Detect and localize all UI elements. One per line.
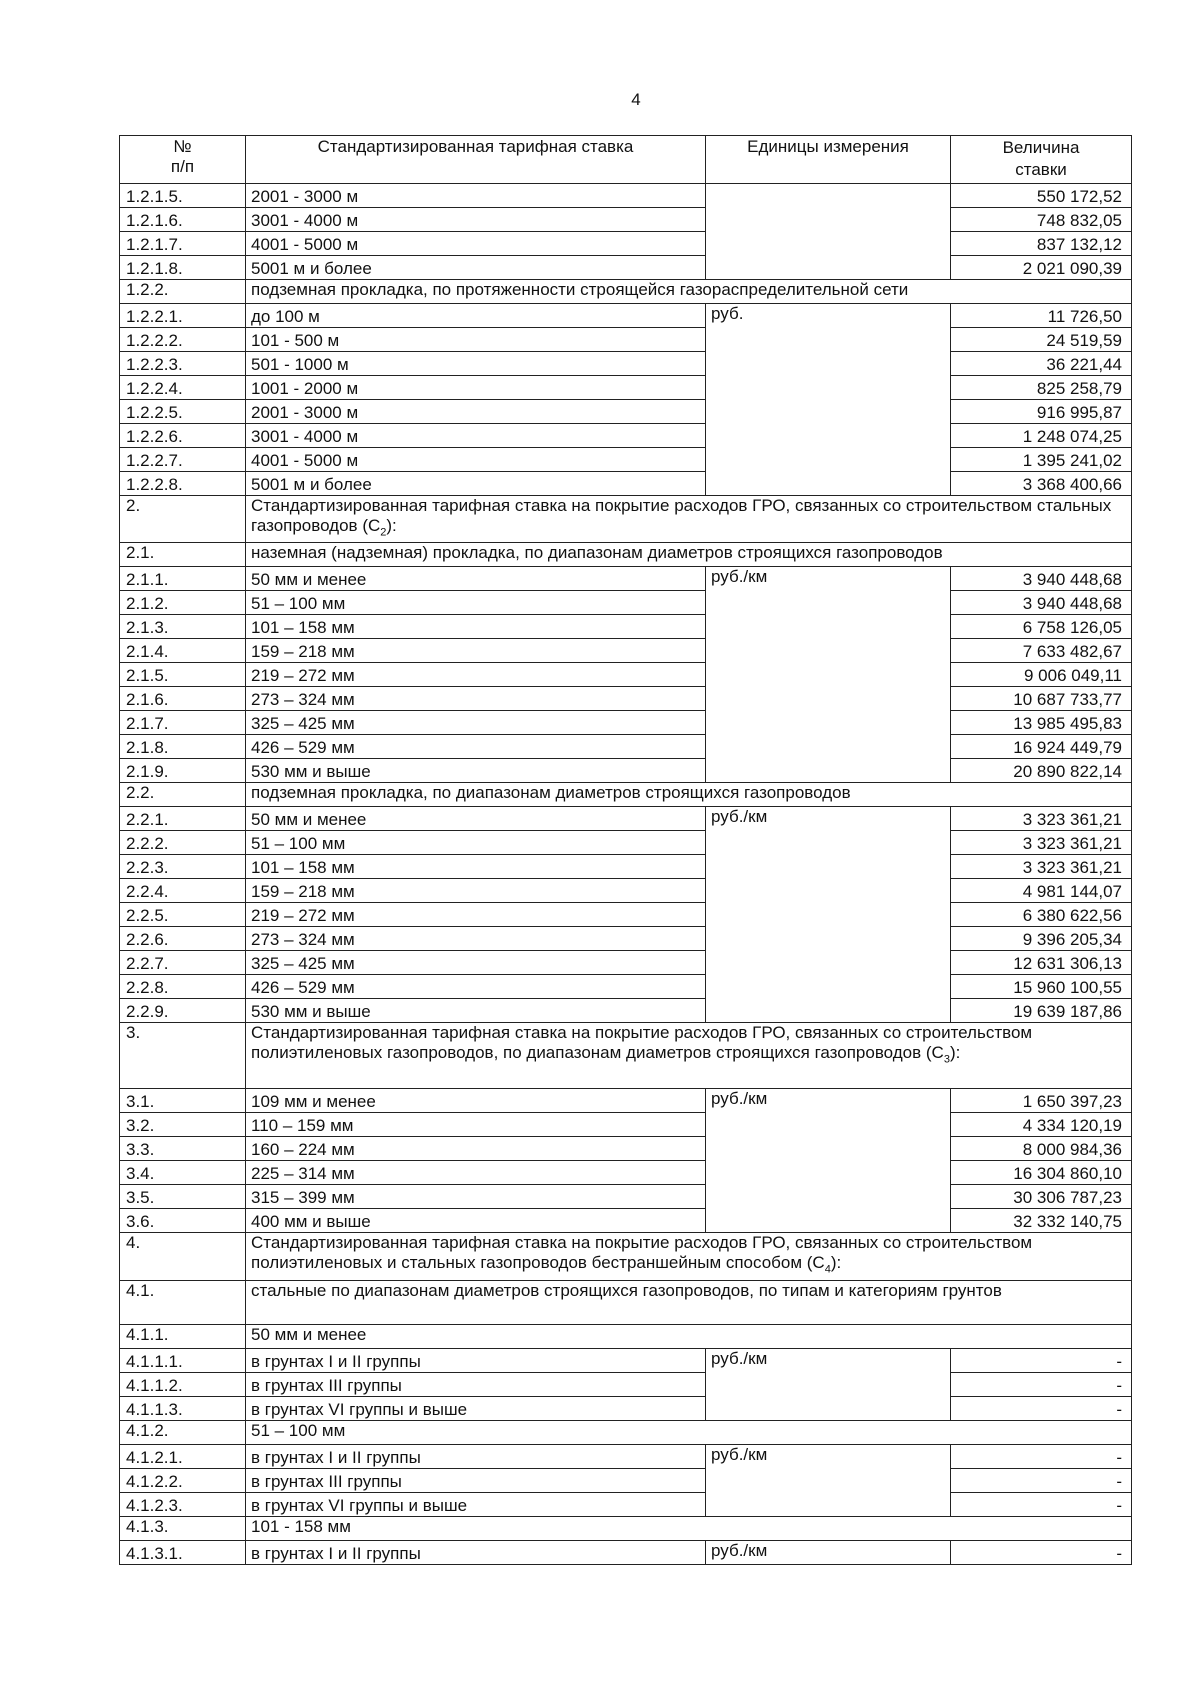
section-number: 2.2. bbox=[120, 783, 246, 807]
row-value: 3 368 400,66 bbox=[951, 472, 1132, 496]
row-value: 20 890 822,14 bbox=[951, 759, 1132, 783]
row-value: 32 332 140,75 bbox=[951, 1209, 1132, 1233]
table-row bbox=[120, 208, 1132, 232]
section-description bbox=[246, 1516, 1132, 1540]
row-number: 4.1.3.1. bbox=[120, 1540, 246, 1564]
row-description: 225 – 314 мм bbox=[246, 1161, 706, 1185]
section-text: 101 - 158 мм bbox=[251, 1516, 351, 1536]
row-value: 19 639 187,86 bbox=[951, 999, 1132, 1023]
row-value: 6 380 622,56 bbox=[951, 903, 1132, 927]
row-unit: руб./км bbox=[706, 567, 951, 783]
row-value: 24 519,59 bbox=[951, 328, 1132, 352]
row-number: 4.1.1.3. bbox=[120, 1396, 246, 1420]
row-number: 1.2.2.1. bbox=[120, 304, 246, 328]
row-description: 325 – 425 мм bbox=[246, 951, 706, 975]
row-description: 426 – 529 мм bbox=[246, 735, 706, 759]
row-description: 4001 - 5000 м bbox=[246, 232, 706, 256]
table-row bbox=[120, 400, 1132, 424]
row-description: 5001 м и более bbox=[246, 256, 706, 280]
table-body bbox=[120, 184, 1132, 1565]
row-description: в грунтах III группы bbox=[246, 1468, 706, 1492]
table-row bbox=[120, 232, 1132, 256]
row-number: 1.2.1.6. bbox=[120, 208, 246, 232]
row-number: 1.2.2.3. bbox=[120, 352, 246, 376]
row-description: 101 – 158 мм bbox=[246, 615, 706, 639]
table-row bbox=[120, 903, 1132, 927]
table-row bbox=[120, 352, 1132, 376]
row-value: 12 631 306,13 bbox=[951, 951, 1132, 975]
table-row bbox=[120, 448, 1132, 472]
section-description bbox=[246, 280, 1132, 304]
section-description bbox=[246, 1023, 1132, 1089]
row-value: 6 758 126,05 bbox=[951, 615, 1132, 639]
table-row bbox=[120, 472, 1132, 496]
row-number: 3.4. bbox=[120, 1161, 246, 1185]
row-description: 2001 - 3000 м bbox=[246, 184, 706, 208]
row-value: 3 940 448,68 bbox=[951, 567, 1132, 591]
row-description: в грунтах I и II группы bbox=[246, 1540, 706, 1564]
section-text: стальные по диапазонам диаметров строящихся газопроводов, по типам и категориям грунтов bbox=[251, 1280, 1002, 1300]
row-description: в грунтах VI группы и выше bbox=[246, 1396, 706, 1420]
row-number: 2.1.5. bbox=[120, 663, 246, 687]
row-value: - bbox=[951, 1396, 1132, 1420]
table-header-row bbox=[120, 136, 1132, 184]
row-value: 916 995,87 bbox=[951, 400, 1132, 424]
row-unit: руб./км bbox=[706, 1444, 951, 1516]
row-number: 2.1.9. bbox=[120, 759, 246, 783]
col-header-rate: Стандартизированная тарифная ставка bbox=[246, 136, 706, 184]
table-row bbox=[120, 855, 1132, 879]
table-row bbox=[120, 999, 1132, 1023]
row-description: 219 – 272 мм bbox=[246, 663, 706, 687]
section-text: Стандартизированная тарифная ставка на покрытие расходов ГРО, связанных со строительством полиэтиленовых газопроводов, по диапазонам диаметров строящихся газопроводов (С bbox=[251, 1023, 1033, 1063]
section-description bbox=[246, 783, 1132, 807]
section-subscript: 3 bbox=[943, 1053, 950, 1066]
section-row bbox=[120, 1023, 1132, 1089]
row-number: 2.2.3. bbox=[120, 855, 246, 879]
table-row bbox=[120, 639, 1132, 663]
table-row bbox=[120, 759, 1132, 783]
table-row bbox=[120, 328, 1132, 352]
row-value: 2 021 090,39 bbox=[951, 256, 1132, 280]
row-value: 11 726,50 bbox=[951, 304, 1132, 328]
row-description: 4001 - 5000 м bbox=[246, 448, 706, 472]
section-number: 1.2.2. bbox=[120, 280, 246, 304]
row-number: 1.2.1.5. bbox=[120, 184, 246, 208]
table-row bbox=[120, 1089, 1132, 1113]
row-number: 1.2.2.8. bbox=[120, 472, 246, 496]
section-text: Стандартизированная тарифная ставка на покрытие расходов ГРО, связанных со строительством стальных газопроводов (С bbox=[251, 496, 1112, 535]
section-text: подземная прокладка, по диапазонам диаметров строящихся газопроводов bbox=[251, 783, 851, 803]
table-row bbox=[120, 1468, 1132, 1492]
row-unit: руб./км bbox=[706, 807, 951, 1023]
row-value: 3 323 361,21 bbox=[951, 831, 1132, 855]
table-row bbox=[120, 711, 1132, 735]
row-number: 3.5. bbox=[120, 1185, 246, 1209]
row-description: в грунтах I и II группы bbox=[246, 1444, 706, 1468]
section-subscript: 4 bbox=[824, 1263, 831, 1276]
page-number: 4 bbox=[631, 90, 641, 109]
section-text: подземная прокладка, по протяженности строящейся газораспределительной сети bbox=[251, 280, 909, 299]
table-row bbox=[120, 591, 1132, 615]
row-number: 3.1. bbox=[120, 1089, 246, 1113]
table-row bbox=[120, 1396, 1132, 1420]
section-number: 4.1.2. bbox=[120, 1420, 246, 1444]
section-tail: ): bbox=[386, 516, 397, 535]
section-text: Стандартизированная тарифная ставка на покрытие расходов ГРО, связанных со строительством полиэтиленовых и стальных газопроводов бестраншейным способом (С bbox=[251, 1233, 1033, 1273]
row-value: 3 323 361,21 bbox=[951, 855, 1132, 879]
row-description: до 100 м bbox=[246, 304, 706, 328]
row-description: 3001 - 4000 м bbox=[246, 208, 706, 232]
section-number: 4. bbox=[120, 1233, 246, 1280]
row-value: - bbox=[951, 1492, 1132, 1516]
row-number: 1.2.2.2. bbox=[120, 328, 246, 352]
row-number: 2.2.8. bbox=[120, 975, 246, 999]
row-description: 50 мм и менее bbox=[246, 567, 706, 591]
table-row bbox=[120, 807, 1132, 831]
row-number: 2.2.4. bbox=[120, 879, 246, 903]
col-header-value-line1: Величина bbox=[1002, 138, 1080, 157]
section-number: 4.1. bbox=[120, 1280, 246, 1324]
table-row bbox=[120, 1348, 1132, 1372]
table-row bbox=[120, 1540, 1132, 1564]
row-description: 400 мм и выше bbox=[246, 1209, 706, 1233]
row-description: 101 – 158 мм bbox=[246, 855, 706, 879]
section-description bbox=[246, 1233, 1132, 1280]
tariff-table bbox=[119, 135, 1132, 1565]
col-header-value bbox=[951, 136, 1132, 184]
row-value: - bbox=[951, 1372, 1132, 1396]
section-tail: ): bbox=[830, 1253, 842, 1273]
section-description bbox=[246, 1324, 1132, 1348]
row-description: 530 мм и выше bbox=[246, 759, 706, 783]
row-number: 2.2.7. bbox=[120, 951, 246, 975]
row-unit: руб. bbox=[706, 304, 951, 496]
row-description: в грунтах I и II группы bbox=[246, 1348, 706, 1372]
row-value: 30 306 787,23 bbox=[951, 1185, 1132, 1209]
table-row bbox=[120, 567, 1132, 591]
row-description: 109 мм и менее bbox=[246, 1089, 706, 1113]
row-value: 8 000 984,36 bbox=[951, 1137, 1132, 1161]
row-description: 315 – 399 мм bbox=[246, 1185, 706, 1209]
row-value: 825 258,79 bbox=[951, 376, 1132, 400]
table-row bbox=[120, 184, 1132, 208]
table-row bbox=[120, 1492, 1132, 1516]
row-description: 110 – 159 мм bbox=[246, 1113, 706, 1137]
row-description: 51 – 100 мм bbox=[246, 831, 706, 855]
section-text: наземная (надземная) прокладка, по диапазонам диаметров строящихся газопроводов bbox=[251, 543, 943, 563]
row-number: 1.2.2.7. bbox=[120, 448, 246, 472]
section-row bbox=[120, 1280, 1132, 1324]
row-number: 2.2.2. bbox=[120, 831, 246, 855]
row-value: 9 006 049,11 bbox=[951, 663, 1132, 687]
row-description: 159 – 218 мм bbox=[246, 639, 706, 663]
row-number: 4.1.2.3. bbox=[120, 1492, 246, 1516]
table-row bbox=[120, 1137, 1132, 1161]
table-row bbox=[120, 663, 1132, 687]
table-row bbox=[120, 879, 1132, 903]
row-number: 2.1.3. bbox=[120, 615, 246, 639]
col-header-unit: Единицы измерения bbox=[706, 136, 951, 184]
row-value: 7 633 482,67 bbox=[951, 639, 1132, 663]
row-number: 2.1.2. bbox=[120, 591, 246, 615]
table-row bbox=[120, 831, 1132, 855]
row-number: 2.2.5. bbox=[120, 903, 246, 927]
row-number: 2.1.1. bbox=[120, 567, 246, 591]
section-row bbox=[120, 1233, 1132, 1280]
row-number: 1.2.1.7. bbox=[120, 232, 246, 256]
row-number: 1.2.2.5. bbox=[120, 400, 246, 424]
row-description: 159 – 218 мм bbox=[246, 879, 706, 903]
row-number: 1.2.2.4. bbox=[120, 376, 246, 400]
row-unit bbox=[706, 184, 951, 280]
row-number: 3.6. bbox=[120, 1209, 246, 1233]
row-value: 15 960 100,55 bbox=[951, 975, 1132, 999]
table-row bbox=[120, 1185, 1132, 1209]
row-value: 550 172,52 bbox=[951, 184, 1132, 208]
table-row bbox=[120, 951, 1132, 975]
section-description bbox=[246, 1280, 1132, 1324]
row-number: 4.1.1.2. bbox=[120, 1372, 246, 1396]
row-value: - bbox=[951, 1348, 1132, 1372]
row-number: 4.1.2.2. bbox=[120, 1468, 246, 1492]
row-value: 1 650 397,23 bbox=[951, 1089, 1132, 1113]
table-row bbox=[120, 1161, 1132, 1185]
row-description: 530 мм и выше bbox=[246, 999, 706, 1023]
table-row bbox=[120, 1444, 1132, 1468]
section-subscript: 2 bbox=[380, 526, 387, 539]
row-number: 2.1.4. bbox=[120, 639, 246, 663]
col-header-num: № п/п bbox=[120, 136, 246, 184]
row-value: 16 924 449,79 bbox=[951, 735, 1132, 759]
section-text: 50 мм и менее bbox=[251, 1324, 367, 1344]
row-description: 501 - 1000 м bbox=[246, 352, 706, 376]
section-description bbox=[246, 543, 1132, 567]
row-number: 2.2.6. bbox=[120, 927, 246, 951]
section-tail: ): bbox=[949, 1043, 961, 1063]
section-number: 3. bbox=[120, 1023, 246, 1089]
row-number: 1.2.2.6. bbox=[120, 424, 246, 448]
row-value: 748 832,05 bbox=[951, 208, 1132, 232]
row-description: 101 - 500 м bbox=[246, 328, 706, 352]
table-row bbox=[120, 1209, 1132, 1233]
row-value: 837 132,12 bbox=[951, 232, 1132, 256]
section-description bbox=[246, 1420, 1132, 1444]
table-row bbox=[120, 424, 1132, 448]
row-number: 2.1.8. bbox=[120, 735, 246, 759]
table-row bbox=[120, 927, 1132, 951]
row-value: 4 981 144,07 bbox=[951, 879, 1132, 903]
row-description: в грунтах VI группы и выше bbox=[246, 1492, 706, 1516]
row-description: 325 – 425 мм bbox=[246, 711, 706, 735]
row-value: 9 396 205,34 bbox=[951, 927, 1132, 951]
table-row bbox=[120, 735, 1132, 759]
row-number: 3.2. bbox=[120, 1113, 246, 1137]
row-value: - bbox=[951, 1468, 1132, 1492]
row-value: 36 221,44 bbox=[951, 352, 1132, 376]
section-row bbox=[120, 783, 1132, 807]
row-description: 51 – 100 мм bbox=[246, 591, 706, 615]
row-number: 2.1.6. bbox=[120, 687, 246, 711]
row-description: 1001 - 2000 м bbox=[246, 376, 706, 400]
row-description: 50 мм и менее bbox=[246, 807, 706, 831]
row-value: 4 334 120,19 bbox=[951, 1113, 1132, 1137]
section-number: 2.1. bbox=[120, 543, 246, 567]
row-description: 219 – 272 мм bbox=[246, 903, 706, 927]
row-number: 2.2.9. bbox=[120, 999, 246, 1023]
row-value: - bbox=[951, 1444, 1132, 1468]
row-value: 10 687 733,77 bbox=[951, 687, 1132, 711]
row-description: 3001 - 4000 м bbox=[246, 424, 706, 448]
row-value: - bbox=[951, 1540, 1132, 1564]
table-row bbox=[120, 376, 1132, 400]
row-description: 5001 м и более bbox=[246, 472, 706, 496]
row-value: 3 940 448,68 bbox=[951, 591, 1132, 615]
row-value: 1 395 241,02 bbox=[951, 448, 1132, 472]
section-text: 51 – 100 мм bbox=[251, 1420, 346, 1440]
row-unit: руб./км bbox=[706, 1089, 951, 1233]
row-number: 4.1.2.1. bbox=[120, 1444, 246, 1468]
table-row bbox=[120, 687, 1132, 711]
section-row bbox=[120, 280, 1132, 304]
row-description: 426 – 529 мм bbox=[246, 975, 706, 999]
row-unit: руб./км bbox=[706, 1540, 951, 1564]
row-number: 2.1.7. bbox=[120, 711, 246, 735]
row-description: 273 – 324 мм bbox=[246, 927, 706, 951]
row-description: в грунтах III группы bbox=[246, 1372, 706, 1396]
row-unit: руб./км bbox=[706, 1348, 951, 1420]
section-number: 4.1.1. bbox=[120, 1324, 246, 1348]
section-number: 4.1.3. bbox=[120, 1516, 246, 1540]
row-number: 3.3. bbox=[120, 1137, 246, 1161]
section-row bbox=[120, 1420, 1132, 1444]
table-row bbox=[120, 256, 1132, 280]
section-description bbox=[246, 496, 1132, 543]
table-row bbox=[120, 304, 1132, 328]
row-number: 1.2.1.8. bbox=[120, 256, 246, 280]
row-value: 13 985 495,83 bbox=[951, 711, 1132, 735]
row-value: 1 248 074,25 bbox=[951, 424, 1132, 448]
section-row bbox=[120, 496, 1132, 543]
table-row bbox=[120, 1113, 1132, 1137]
section-number: 2. bbox=[120, 496, 246, 543]
section-row bbox=[120, 1324, 1132, 1348]
table-row bbox=[120, 615, 1132, 639]
row-description: 2001 - 3000 м bbox=[246, 400, 706, 424]
table-row bbox=[120, 1372, 1132, 1396]
row-number: 4.1.1.1. bbox=[120, 1348, 246, 1372]
row-value: 16 304 860,10 bbox=[951, 1161, 1132, 1185]
row-number: 2.2.1. bbox=[120, 807, 246, 831]
section-row bbox=[120, 1516, 1132, 1540]
row-value: 3 323 361,21 bbox=[951, 807, 1132, 831]
section-row bbox=[120, 543, 1132, 567]
col-header-value-line2: ставки bbox=[1015, 160, 1067, 179]
table-row bbox=[120, 975, 1132, 999]
row-description: 160 – 224 мм bbox=[246, 1137, 706, 1161]
row-description: 273 – 324 мм bbox=[246, 687, 706, 711]
